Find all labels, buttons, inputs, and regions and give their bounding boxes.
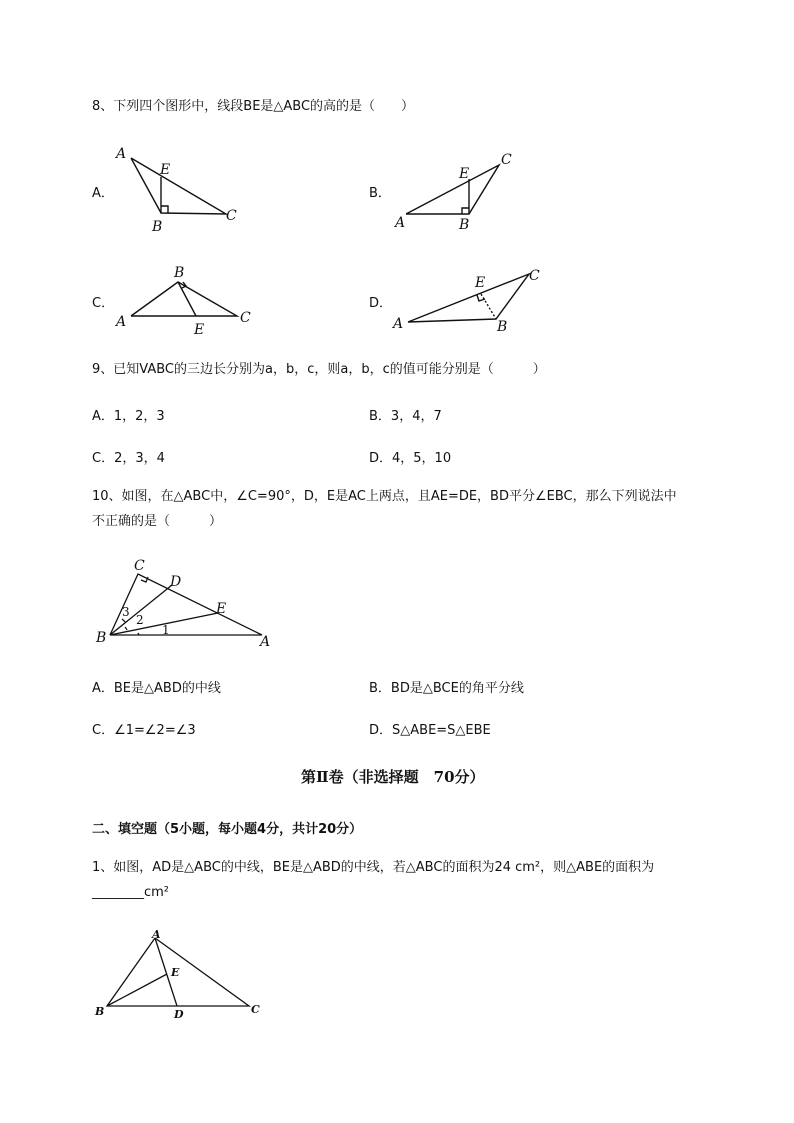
angle-label-3: 3 <box>122 605 130 619</box>
label-e: E <box>475 275 486 291</box>
right-angle-mark-b <box>462 208 469 214</box>
q10-option-d[interactable]: D．S△ABE=S△EBE <box>369 723 491 738</box>
label-e: E <box>194 322 205 338</box>
label-d: D <box>170 574 182 590</box>
segment-be-d <box>481 294 496 319</box>
label-b: B <box>497 319 508 335</box>
q8-option-d-label[interactable]: D． <box>369 296 393 311</box>
q10-option-b[interactable]: B．BD是△BCE的角平分线 <box>369 681 524 696</box>
label-e: E <box>171 966 180 979</box>
angle-arc-1 <box>138 633 139 635</box>
label-b: B <box>459 217 470 233</box>
label-c: C <box>501 152 512 168</box>
label-b: B <box>95 1005 105 1018</box>
q9-option-d[interactable]: D．4，5，10 <box>369 451 452 466</box>
label-c: C <box>240 310 251 326</box>
triangle-abc-b <box>406 165 499 214</box>
label-a: A <box>395 215 406 231</box>
f1-stem-line2[interactable]: ________cm² <box>92 885 170 900</box>
q8-figure-a <box>112 140 252 240</box>
q10-stem-line2: 不正确的是（ ） <box>92 514 223 529</box>
q9-stem: 9、已知VABC的三边长分别为a，b，c，则a，b，c的值可能分别是（ ） <box>92 362 546 377</box>
q8-stem: 8、下列四个图形中，线段BE是△ABC的高的是（ ） <box>92 99 415 114</box>
q9-option-b[interactable]: B．3，4，7 <box>369 409 442 424</box>
q8-option-b-label[interactable]: B． <box>369 186 391 201</box>
label-b: B <box>152 219 163 235</box>
label-e: E <box>459 166 470 182</box>
q8-figure-b <box>392 148 532 238</box>
angle-arc-2 <box>125 627 127 630</box>
q8-option-a-label[interactable]: A． <box>92 186 114 201</box>
label-a: A <box>116 314 127 330</box>
q8-option-c-label[interactable]: C． <box>92 296 115 311</box>
segment-be <box>107 974 167 1006</box>
label-d: D <box>174 1008 184 1021</box>
angle-label-2: 2 <box>136 613 144 627</box>
f1-figure <box>92 926 272 1021</box>
q9-option-a[interactable]: A．1，2，3 <box>92 409 165 424</box>
q10-option-c[interactable]: C．∠1=∠2=∠3 <box>92 723 196 738</box>
label-e: E <box>216 601 227 617</box>
label-a: A <box>393 316 404 332</box>
q8-figure-c <box>112 262 262 342</box>
label-b: B <box>174 265 185 281</box>
angle-arc-3 <box>122 619 125 622</box>
part2-title: 第Ⅱ卷（非选择题 70分） <box>301 768 485 786</box>
q9-option-c[interactable]: C．2，3，4 <box>92 451 165 466</box>
label-a: A <box>116 146 127 162</box>
label-c: C <box>529 268 540 284</box>
label-c: C <box>226 208 237 224</box>
q10-stem-line1: 10、如图，在△ABC中，∠C=90°，D，E是AC上两点，且AE=DE，BD平分∠EBC，那么下列说法中 <box>92 489 677 504</box>
triangle-abc-a <box>131 158 226 214</box>
label-a: A <box>152 928 161 941</box>
q10-figure <box>92 556 282 651</box>
triangle-abc <box>110 574 262 635</box>
label-c: C <box>251 1003 260 1016</box>
triangle-abc-d <box>408 274 529 322</box>
q8-figure-d <box>392 262 552 342</box>
angle-label-1: 1 <box>162 623 170 637</box>
section-fill-in-header: 二、填空题（5小题，每小题4分，共计20分） <box>92 822 363 837</box>
q10-option-a[interactable]: A．BE是△ABD的中线 <box>92 681 221 696</box>
label-c: C <box>134 558 145 574</box>
label-e: E <box>160 162 171 178</box>
label-a: A <box>260 634 271 650</box>
label-b: B <box>96 630 107 646</box>
f1-stem-line1: 1、如图，AD是△ABC的中线，BE是△ABD的中线，若△ABC的面积为24 cm²，则△ABE的面积为 <box>92 860 655 875</box>
right-angle-mark-a <box>161 206 168 213</box>
